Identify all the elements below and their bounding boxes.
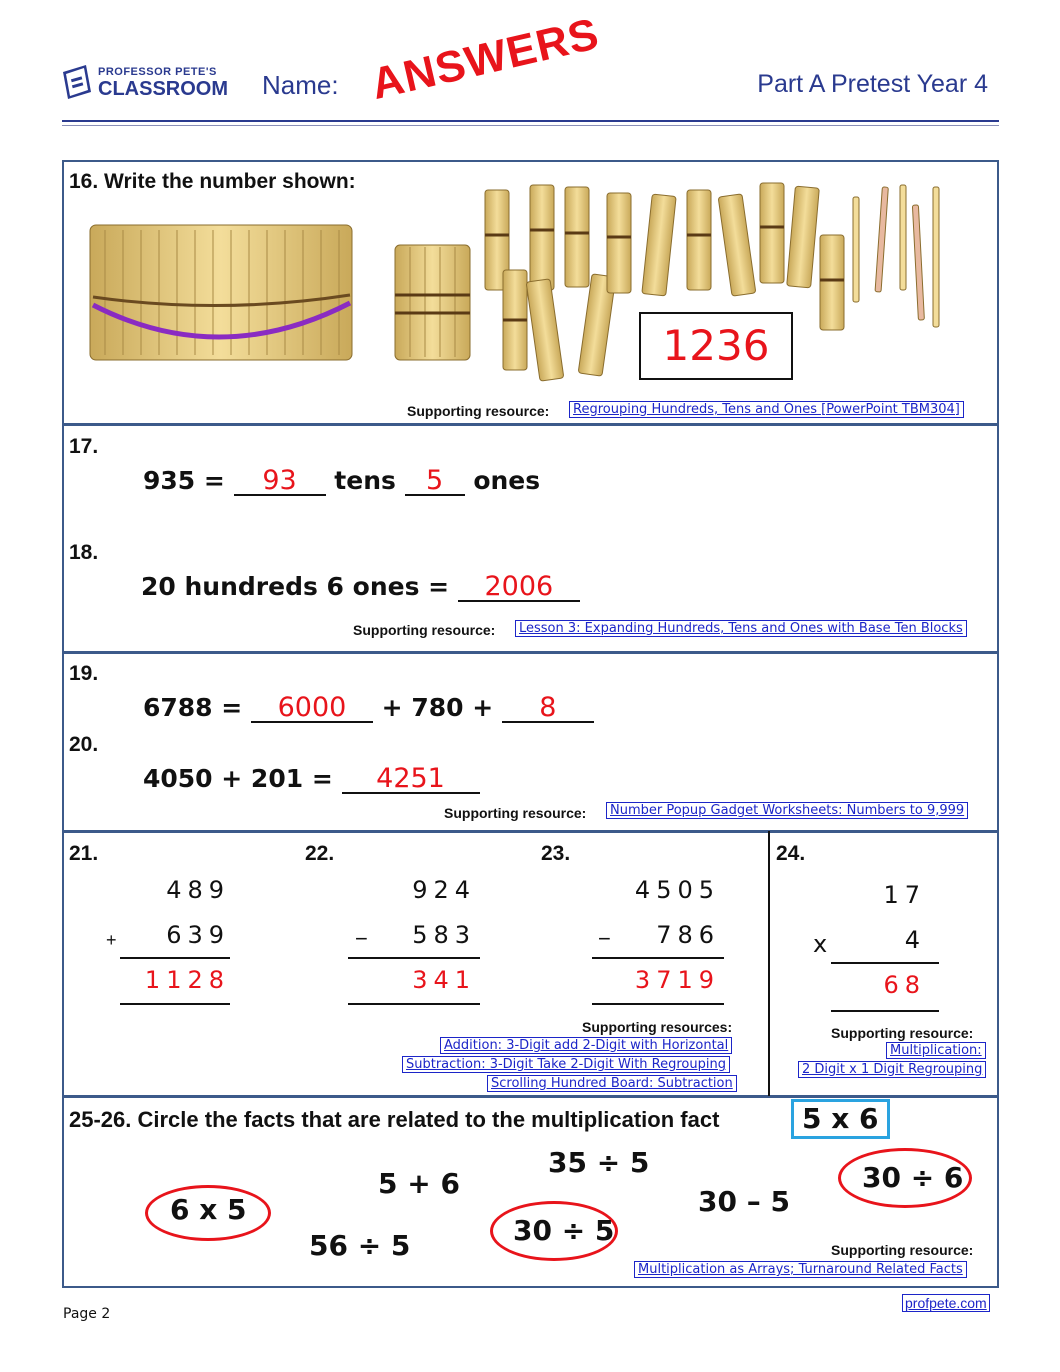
q17-tens-word: tens — [334, 466, 396, 495]
q19-answer-1: 6000 — [277, 692, 347, 723]
q24-rule-1 — [831, 962, 939, 964]
q21-bottom: 639 — [166, 921, 230, 949]
q23-rule-2 — [592, 1003, 724, 1005]
q19-blank-2 — [502, 692, 594, 723]
q24-link-multiplication[interactable]: Multiplication: — [886, 1042, 986, 1059]
question-16-label: 16. Write the number shown: — [69, 170, 356, 193]
q23-top: 4505 — [634, 876, 720, 904]
q17-tens-blank — [234, 465, 326, 496]
given-fact-box: 5 x 6 — [791, 1099, 890, 1139]
q23-answer: 3719 — [634, 966, 720, 994]
q19-mid: + 780 + — [381, 693, 494, 722]
q24-answer: 68 — [883, 971, 926, 999]
fact-5plus6: 5 + 6 — [378, 1167, 460, 1200]
q23-bottom: 786 — [656, 921, 720, 949]
question-18-number: 18. — [69, 541, 99, 564]
q23-rule-1 — [592, 957, 724, 959]
fact-30minus5: 30 – 5 — [698, 1185, 790, 1218]
question-20-equation — [143, 764, 480, 794]
q17-ones-answer: 5 — [426, 465, 444, 496]
q24-rule-2 — [831, 1010, 939, 1012]
page-number: Page 2 — [63, 1306, 111, 1322]
q16-answer-box: 1236 — [639, 312, 793, 380]
q24-bottom: 4 — [904, 926, 926, 954]
q17-tens-answer: 93 — [262, 465, 297, 496]
q20-resource-link[interactable]: Number Popup Gadget Worksheets: Numbers to 9,999 — [606, 802, 968, 819]
header-rule — [62, 120, 999, 122]
page-title: Part A Pretest Year 4 — [757, 70, 988, 98]
q18-blank — [458, 571, 580, 602]
question-21-number: 21. — [69, 842, 99, 865]
answers-stamp: ANSWERS — [366, 9, 604, 110]
q24-support-label: Supporting resource: — [831, 1025, 974, 1041]
q25-support-label: Supporting resource: — [831, 1242, 974, 1258]
fact-6x5: 6 x 5 — [170, 1193, 247, 1226]
q24-link-regrouping[interactable]: 2 Digit x 1 Digit Regrouping — [798, 1061, 986, 1078]
q23-link-hundred-board[interactable]: Scrolling Hundred Board: Subtraction — [487, 1075, 737, 1092]
fact-35div5: 35 ÷ 5 — [548, 1146, 650, 1179]
q22-operator: − — [355, 926, 368, 951]
q22-top: 924 — [412, 876, 476, 904]
question-20-number: 20. — [69, 733, 99, 756]
q21-operator: + — [106, 930, 117, 950]
ones-sticks-icon — [853, 185, 939, 327]
q20-support-label: Supporting resource: — [444, 805, 587, 821]
question-17-18-box — [62, 424, 999, 653]
question-19-equation — [143, 693, 594, 723]
q23-link-subtraction[interactable]: Subtraction: 3-Digit Take 2-Digit With Regrouping — [402, 1056, 730, 1073]
q21-answer: 1128 — [144, 966, 230, 994]
q17-ones-blank — [405, 465, 465, 496]
q22-rule-2 — [348, 1003, 480, 1005]
name-label: Name: — [262, 70, 339, 100]
question-18-equation — [141, 572, 580, 602]
q21-rule-1 — [120, 957, 230, 959]
q16-support-label: Supporting resource: — [407, 403, 550, 419]
q20-answer: 4251 — [376, 763, 445, 794]
fact-30div6: 30 ÷ 6 — [862, 1161, 964, 1194]
question-22-number: 22. — [305, 842, 335, 865]
q19-blank-1 — [251, 692, 373, 723]
q22-bottom: 583 — [412, 921, 476, 949]
logo-big-text: CLASSROOM — [98, 78, 228, 100]
header-rule-thin — [62, 125, 999, 126]
q24-operator: x — [813, 930, 828, 958]
q18-answer: 2006 — [484, 571, 554, 602]
fact-56div5: 56 ÷ 5 — [309, 1229, 411, 1262]
q20-blank — [342, 763, 480, 794]
q17-left: 935 = — [143, 466, 225, 495]
logo-small-text: PROFESSOR PETE'S — [98, 66, 217, 78]
q19-left: 6788 = — [143, 693, 243, 722]
q16-resource-link[interactable]: Regrouping Hundreds, Tens and Ones [PowerPoint TBM304] — [569, 401, 964, 418]
q23-link-addition[interactable]: Addition: 3-Digit add 2-Digit with Horizontal — [440, 1037, 732, 1054]
site-link[interactable]: profpete.com — [902, 1294, 990, 1312]
hundreds-bundle-icon — [90, 225, 352, 360]
q25-resource-link[interactable]: Multiplication as Arrays; Turnaround Related Facts — [634, 1261, 967, 1278]
question-23-number: 23. — [541, 842, 571, 865]
q18-resource-link[interactable]: Lesson 3: Expanding Hundreds, Tens and Ones with Base Ten Blocks — [515, 620, 967, 637]
q20-left: 4050 + 201 = — [143, 764, 333, 793]
question-19-number: 19. — [69, 662, 99, 685]
tens-bundle-icon — [395, 245, 470, 360]
question-24-number: 24. — [776, 842, 806, 865]
question-25-26-label: 25-26. Circle the facts that are related to the multiplication fact — [69, 1107, 720, 1132]
q22-rule-1 — [348, 957, 480, 959]
q24-top: 17 — [883, 881, 926, 909]
q21-rule-2 — [120, 1003, 230, 1005]
q21-top: 489 — [166, 876, 230, 904]
q23-operator: − — [598, 926, 611, 951]
q22-answer: 341 — [412, 966, 476, 994]
q24-divider — [768, 831, 770, 1097]
q23-support-label: Supporting resources: — [582, 1019, 733, 1035]
question-17-equation — [143, 466, 540, 496]
q18-left: 20 hundreds 6 ones = — [141, 572, 450, 601]
book-icon — [60, 62, 94, 102]
question-17-number: 17. — [69, 435, 99, 458]
q18-support-label: Supporting resource: — [353, 622, 496, 638]
fact-30div5: 30 ÷ 5 — [513, 1214, 615, 1247]
q17-ones-word: ones — [473, 466, 541, 495]
base-ten-sticks-illustration — [85, 175, 985, 390]
q19-answer-2: 8 — [539, 692, 557, 723]
